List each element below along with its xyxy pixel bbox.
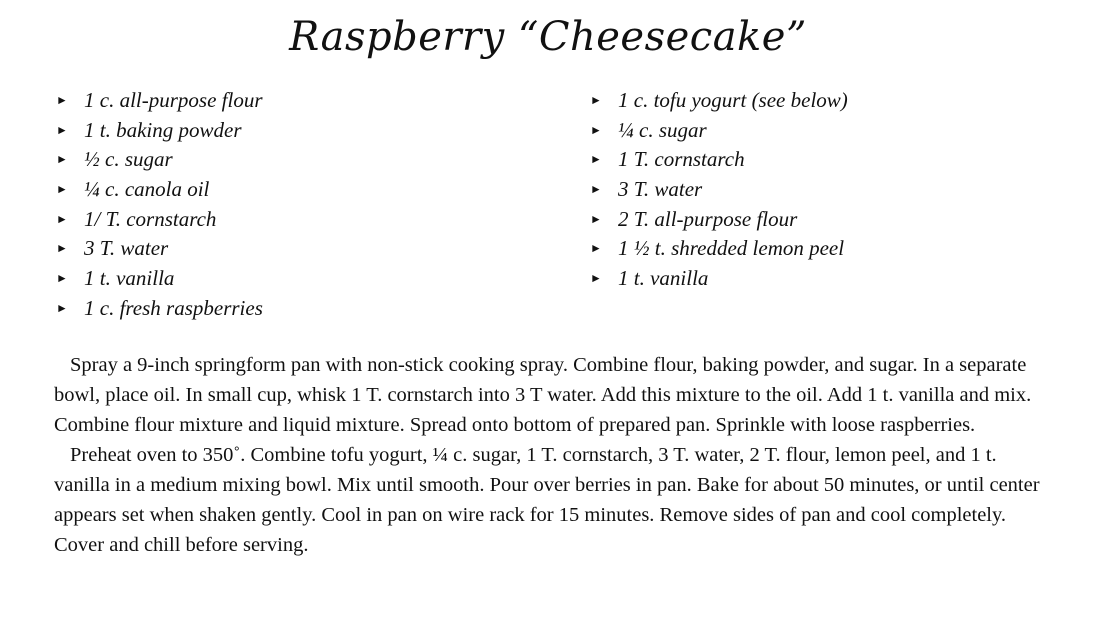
ingredient-text: 1 t. baking powder: [84, 117, 242, 142]
list-item: [56, 234, 263, 264]
bullet-icon: ►: [56, 182, 68, 197]
list-item: [56, 294, 263, 324]
ingredient-text: 1 t. vanilla: [618, 266, 709, 291]
bullet-icon: ►: [56, 241, 68, 256]
instruction-paragraph-filling: Preheat oven to 350˚. Combine tofu yogurt, ¼ c. sugar, 1 T. cornstarch, 3 T. water, 2 T. flour, lemon peel, and 1 t. vanilla in a medium mixing bowl. Mix until smooth. Pour over berries in pan. Bake for about 50 minutes, or until center appears set when shaken gently. Cool in pan on wire rack for 15 minutes. Remove sides of pan and cool completely. Cover and chill before serving.: [54, 444, 1040, 556]
list-item: [590, 86, 848, 116]
ingredient-text: ½ c. sugar: [84, 147, 173, 172]
ingredient-text: ¼ c. canola oil: [84, 177, 210, 202]
list-item: [590, 234, 848, 264]
list-item: [590, 175, 848, 205]
bullet-icon: ►: [56, 122, 68, 137]
bullet-icon: ►: [590, 152, 602, 167]
bullet-icon: ►: [590, 93, 602, 107]
list-item: [56, 205, 263, 235]
bullet-icon: ►: [590, 122, 602, 137]
instruction-paragraph-crust: Spray a 9-inch springform pan with non-stick cooking spray. Combine flour, baking powder, and sugar. In a separate bowl, place oil. In small cup, whisk 1 T. cornstarch into 3 T water. Add this mixture to the oil. Add 1 t. vanilla and mix. Combine flour mixture and liquid mixture. Spread onto bottom of prepared pan. Sprinkle with loose raspberries.: [54, 354, 1032, 436]
bullet-icon: ►: [590, 271, 602, 286]
list-item: [590, 264, 848, 294]
bullet-icon: ►: [56, 271, 68, 286]
ingredient-text: 1 c. tofu yogurt (see below): [618, 88, 848, 112]
ingredient-text: 1 c. fresh raspberries: [84, 295, 263, 320]
ingredient-list-filling: [590, 86, 848, 294]
ingredient-text: 1/ T. cornstarch: [84, 206, 217, 231]
ingredient-text: 3 T. water: [618, 177, 703, 202]
list-item: [56, 145, 263, 175]
instructions: [54, 350, 1044, 560]
list-item: [590, 145, 848, 175]
ingredient-text: 3 T. water: [84, 236, 169, 261]
ingredient-text: 1 t. vanilla: [84, 266, 175, 291]
list-item: [56, 175, 263, 205]
list-item: [590, 205, 848, 235]
bullet-icon: ►: [56, 152, 68, 167]
ingredient-text: 1 c. all-purpose flour: [84, 88, 263, 112]
bullet-icon: ►: [590, 182, 602, 197]
bullet-icon: ►: [56, 211, 68, 226]
ingredient-text: 1 ½ t. shredded lemon peel: [618, 236, 845, 261]
ingredient-text: ¼ c. sugar: [618, 117, 707, 142]
list-item: [56, 86, 263, 116]
bullet-icon: ►: [56, 93, 68, 107]
bullet-icon: ►: [590, 241, 602, 256]
ingredient-list-crust: [56, 86, 263, 324]
ingredient-text: 1 T. cornstarch: [618, 147, 745, 172]
bullet-icon: ►: [56, 300, 68, 315]
ingredient-text: 2 T. all-purpose flour: [618, 206, 798, 231]
recipe-title: Raspberry “Cheesecake”: [289, 14, 807, 60]
bullet-icon: ►: [590, 211, 602, 226]
list-item: [590, 116, 848, 146]
list-item: [56, 264, 263, 294]
list-item: [56, 116, 263, 146]
